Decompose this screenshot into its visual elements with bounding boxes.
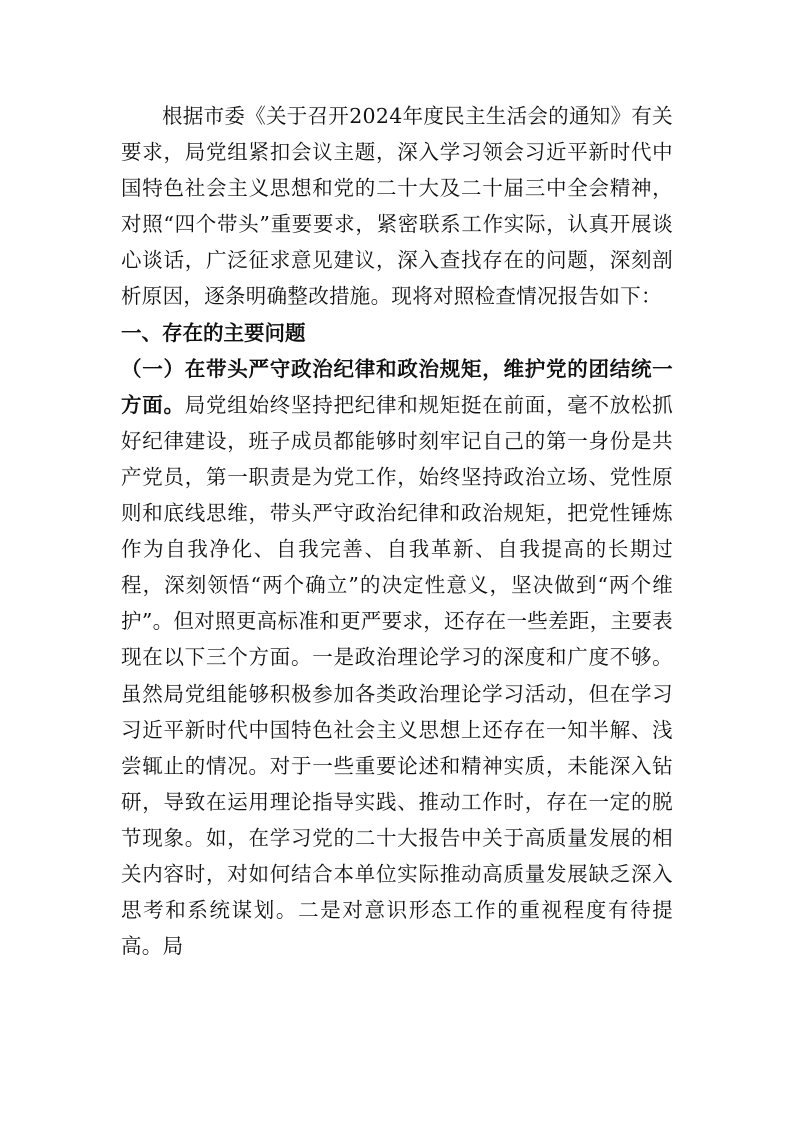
subsection-paragraph — [121, 351, 673, 965]
section-heading: 一、存在的主要问题 — [121, 320, 306, 345]
intro-paragraph: 根据市委《关于召开2024年度民主生活会的通知》有关要求，局党组紧扣会议主题，深入学习领会习近平新时代中国特色社会主义思想和党的二十大及二十届三中全会精神，对照“四个带头”重要要求，紧密联系工作实际，认真开展谈心谈话，广泛征求意见建议，深入查找存在的问题，深刻剖析原因，逐条明确整改措施。现将对照检查情况报告如下： — [121, 104, 673, 309]
document-page — [121, 98, 673, 964]
subsection-lead: （一）在带头严守政治纪律和政治规矩，维护党的团结统一方面。 — [121, 356, 673, 417]
subsection-body: 局党组始终坚持把纪律和规矩挺在前面，毫不放松抓好纪律建设，班子成员都能够时刻牢记自己的第一身份是共产党员，第一职责是为党工作，始终坚持政治立场、党性原则和底线思维，带头严守政治纪律和政治规矩，把党性锤炼作为自我净化、自我完善、自我革新、自我提高的长期过程，深刻领悟“两个确立”的决定性意义，坚决做到“两个维护”。但对照更高标准和更严要求，还存在一些差距，主要表现在以下三个方面。一是政治理论学习的深度和广度不够。虽然局党组能够积极参加各类政治理论学习活动，但在学习习近平新时代中国特色社会主义思想上还存在一知半解、浅尝辄止的情况。对于一些重要论述和精神实质，未能深入钻研，导致在运用理论指导实践、推动工作时，存在一定的脱节现象。如，在学习党的二十大报告中关于高质量发展的相关内容时，对如何结合本单位实际推动高质量发展缺乏深入思考和系统谋划。二是对意识形态工作的重视程度有待提高。局 — [121, 392, 673, 959]
